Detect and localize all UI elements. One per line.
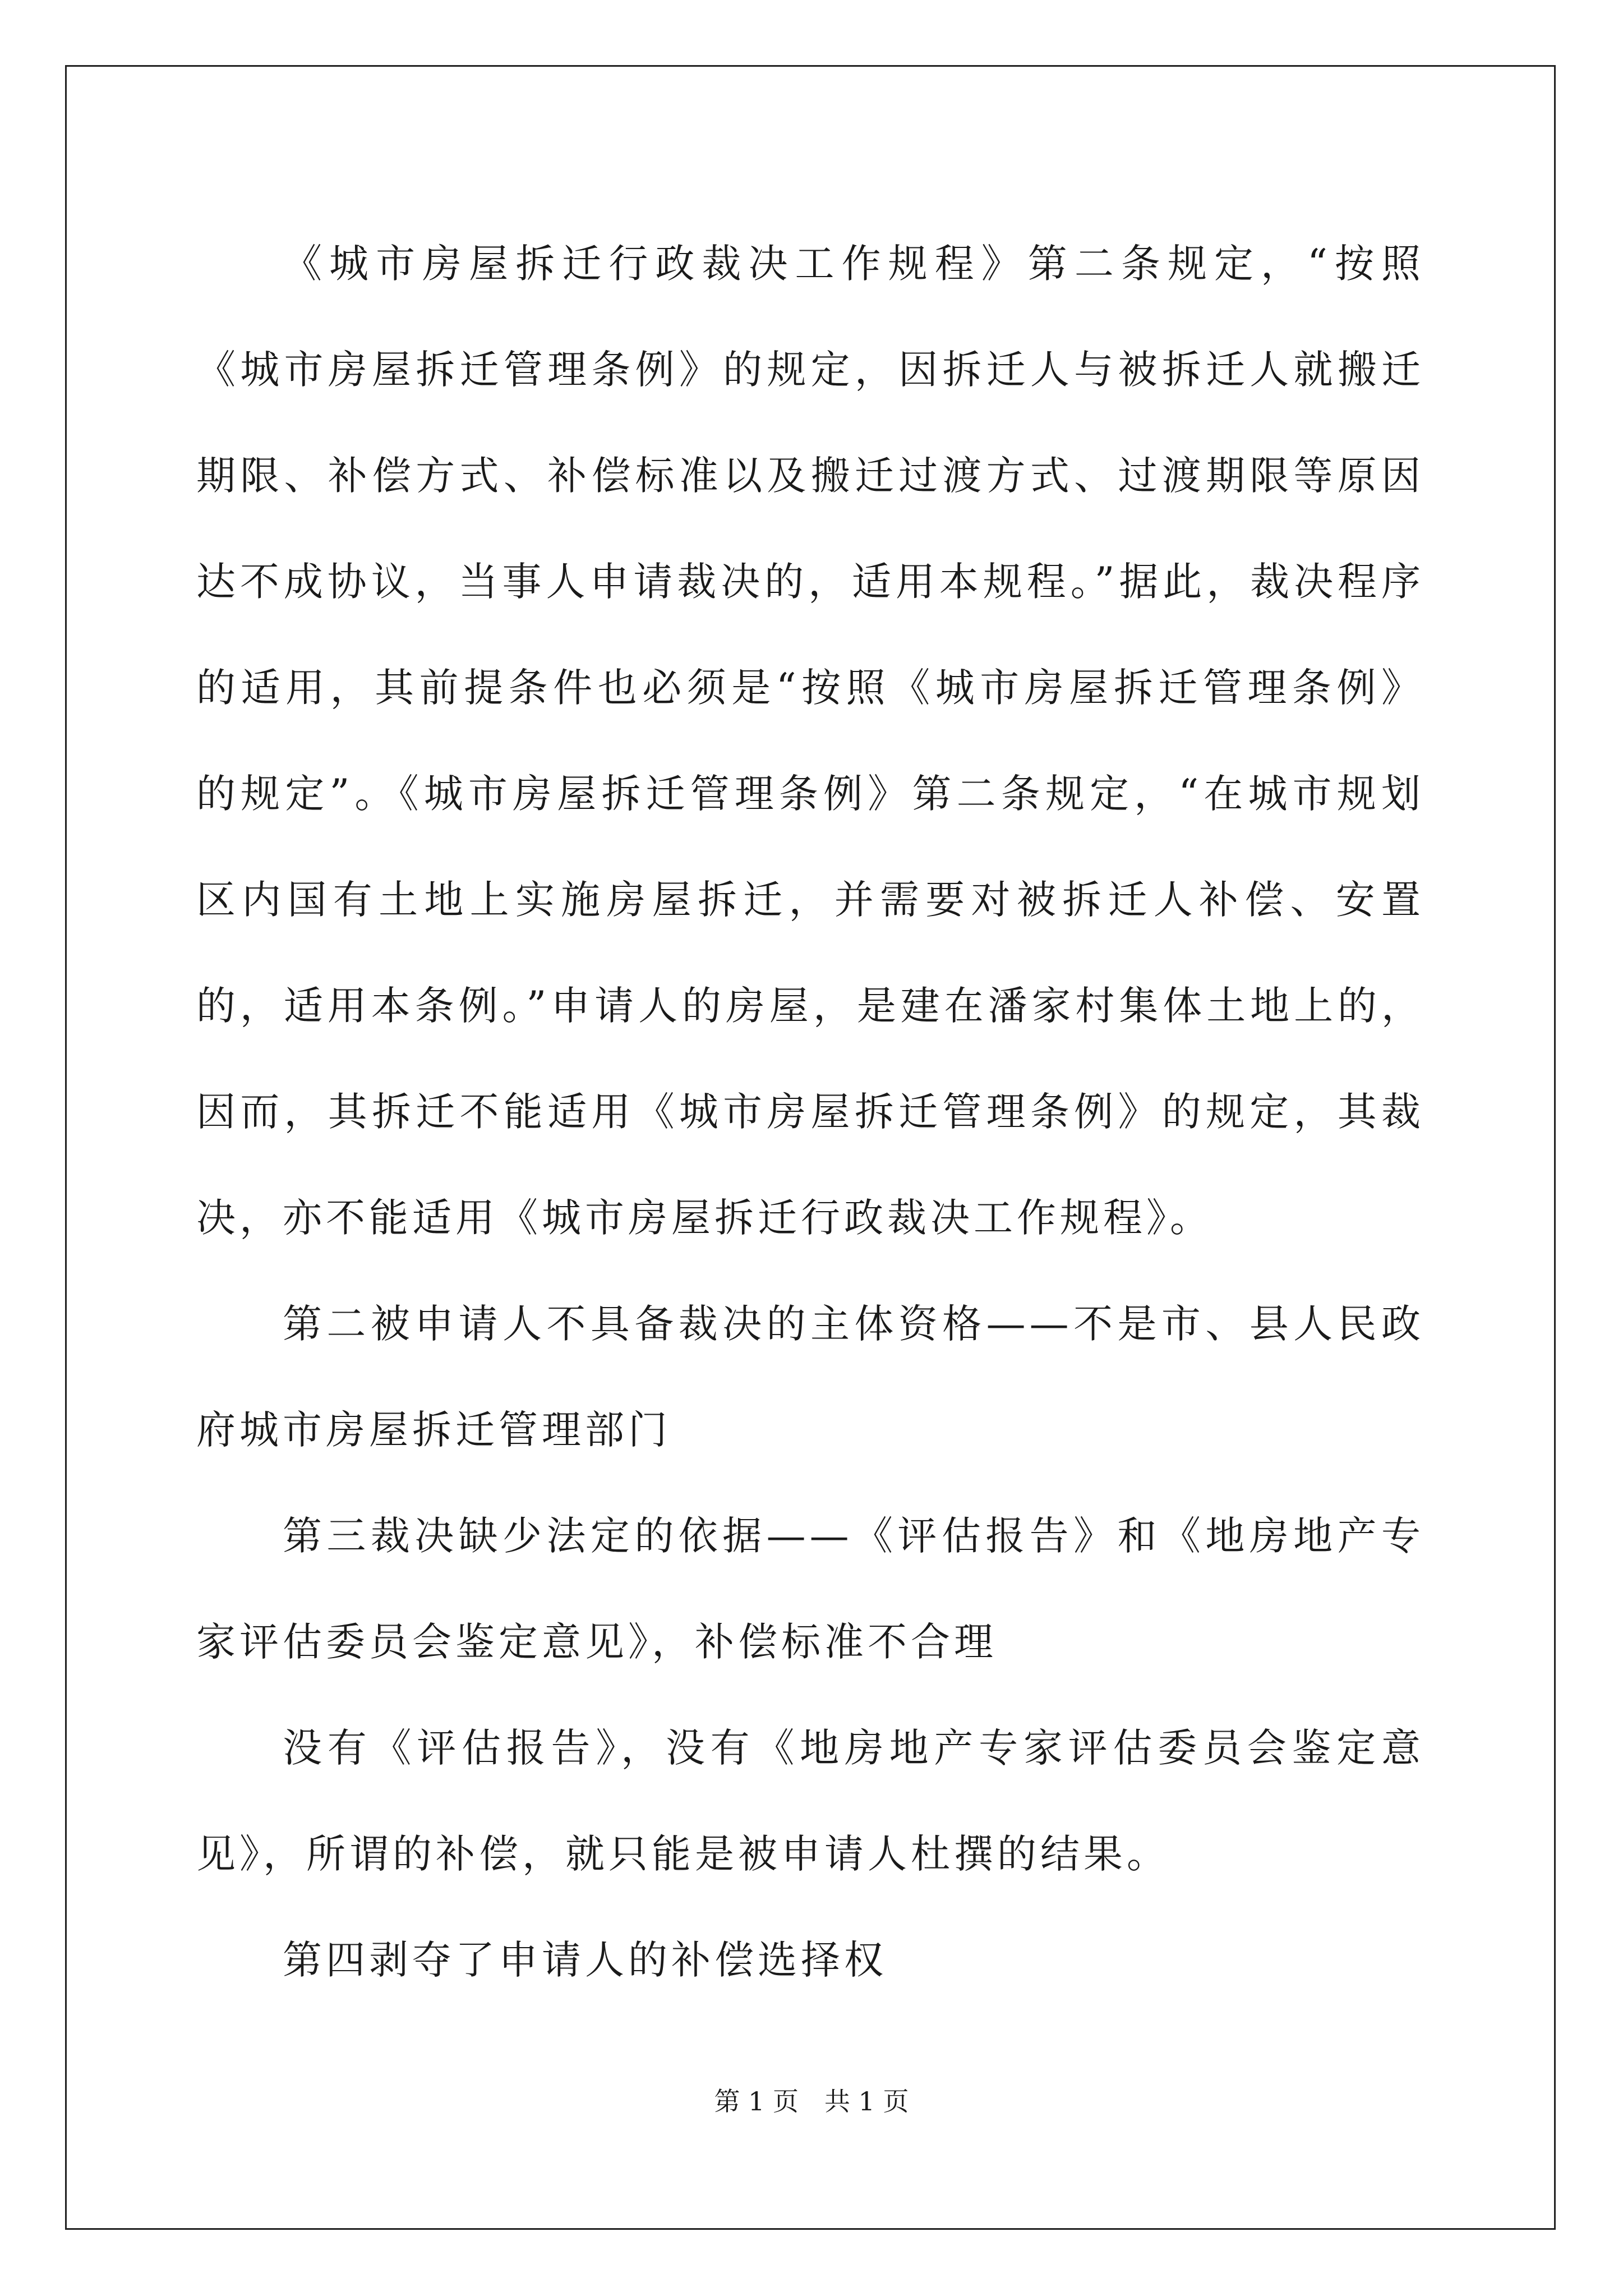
paragraph-3: 第三裁决缺少法定的依据——《评估报告》和《地房地产专家评估委员会鉴定意见》，补偿标准不合理 (196, 1513, 1424, 1665)
paragraph-2: 第二被申请人不具备裁决的主体资格——不是市、县人民政府城市房屋拆迁管理部门 (196, 1301, 1424, 1453)
paragraph-4: 没有《评估报告》，没有《地房地产专家评估委员会鉴定意见》，所谓的补偿，就只能是被申请人杜撰的结果。 (196, 1725, 1424, 1877)
page-number: 第 1 页 (714, 2086, 799, 2116)
page-total: 共 1 页 (824, 2086, 909, 2116)
paragraph-5: 第四剥夺了申请人的补偿选择权 (283, 1937, 887, 1983)
document-body (196, 211, 1424, 2013)
paragraph-1: 《城市房屋拆迁行政裁决工作规程》第二条规定，“按照《城市房屋拆迁管理条例》的规定，因拆迁人与被拆迁人就搬迁期限、补偿方式、补偿标准以及搬迁过渡方式、过渡期限等原因达不成协议，当事人申请裁决的，适用本规程。”据此，裁决程序的适用，其前提条件也必须是“按照《城市房屋拆迁管理条例》的规定”。《城市房屋拆迁管理条例》第二条规定，“在城市规划区内国有土地上实施房屋拆迁，并需要对被拆迁人补偿、安置的，适用本条例。”申请人的房屋，是建在潘家村集体土地上的，因而，其拆迁不能适用《城市房屋拆迁管理条例》的规定，其裁决，亦不能适用《城市房屋拆迁行政裁决工作规程》。 (196, 241, 1424, 1241)
page-footer (0, 2081, 1623, 2118)
